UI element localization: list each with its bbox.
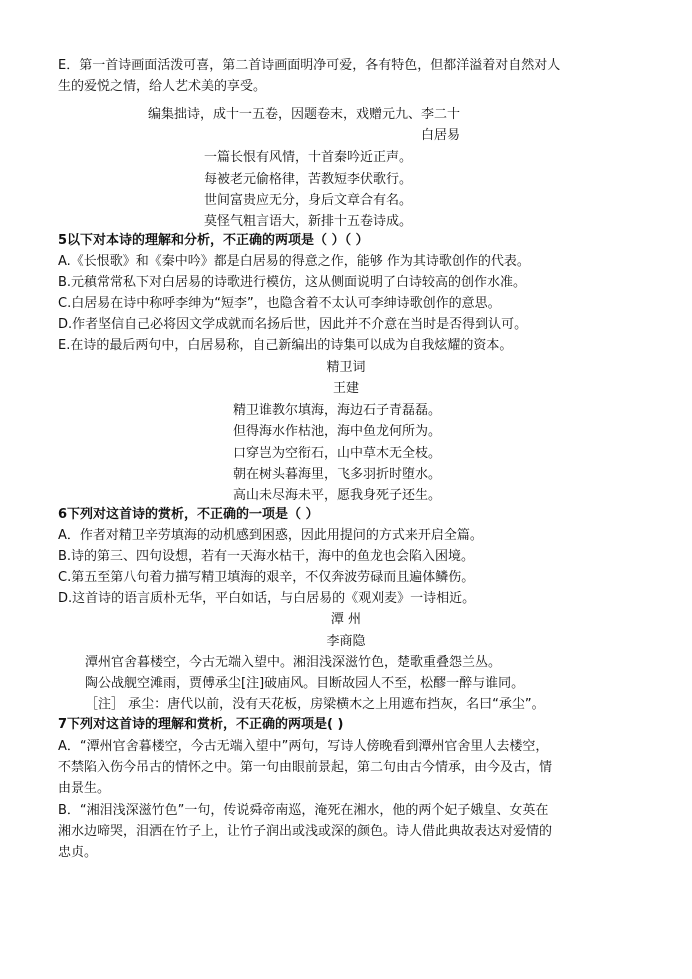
question-7-option-b-line1: B．“湘泪浅深滋竹色”一句，传说舜帝南巡，淹死在湘水，他的两个妃子娥皇、女英在: [58, 803, 549, 818]
poem3-line: 潭州官舍暮楼空，今古无端入望中。湘泪浅深滋竹色，楚歌重叠怨兰丛。: [85, 655, 502, 670]
question-5-option-b: B.元稹常常私下对白居易的诗歌进行模仿，这从侧面说明了白诗较高的创作水准。: [58, 275, 527, 290]
question-6-option-c: C.第五至第八句着力描写精卫填海的艰辛，不仅奔波劳碌而且遍体鳞伤。: [58, 570, 475, 585]
poem1-line: 每被老元偷格律，苦教短李伏歌行。: [204, 172, 413, 187]
poem2-line: 口穿岂为空衔石，山中草木无全枝。: [233, 446, 442, 461]
poem3-author: 李商隐: [326, 634, 366, 649]
question-6-option-b: B.诗的第三、四句设想，若有一天海水枯干，海中的鱼龙也会陷入困境。: [58, 549, 475, 564]
question-6-option-d: D.这首诗的语言质朴无华，平白如话，与白居易的《观刈麦》一诗相近。: [58, 591, 476, 606]
question-5-option-d: D.作者坚信自己必将因文学成就而名扬后世，因此并不介意在当时是否得到认可。: [58, 317, 528, 332]
question-5-option-e: E.在诗的最后两句中，白居易称，自己新编出的诗集可以成为自我炫耀的资本。: [58, 338, 513, 353]
poem2-title: 精卫词: [326, 360, 366, 375]
poem2-line: 精卫谁教尔填海，海边石子青磊磊。: [233, 403, 442, 418]
question-7-option-b-line3: 忠贞。: [58, 845, 98, 860]
poem1-author: 白居易: [421, 128, 461, 143]
question-6-stem: 6下列对这首诗的赏析，不正确的一项是（ ）: [58, 507, 319, 522]
q4-option-e-line2: 生的爱悦之情，给人艺术美的享受。: [58, 79, 267, 94]
poem1-line: 莫怪气粗言语大，新排十五卷诗成。: [204, 214, 413, 229]
question-7-option-b-line2: 湘水边啼哭，泪洒在竹子上，让竹子润出或浅或深的颜色。诗人借此典故表达对爱情的: [58, 824, 553, 839]
question-7-option-a-line3: 由景生。: [58, 781, 111, 796]
poem2-line: 但得海水作枯池，海中鱼龙何所为。: [233, 424, 442, 439]
poem3-title: 潭 州: [330, 612, 362, 627]
question-7-stem: 7下列对这首诗的理解和赏析，不正确的两项是( ): [58, 717, 344, 732]
question-5-option-c: C.白居易在诗中称呼李绅为“短李”，也隐含着不太认可李绅诗歌创作的意思。: [58, 296, 501, 311]
question-6-option-a: A．作者对精卫辛劳填海的动机感到困惑，因此用提问的方式来开启全篇。: [58, 528, 483, 543]
q4-option-e-line1: E．第一首诗画面活泼可喜，第二首诗画面明净可爱，各有特色，但都洋溢着对自然对人: [58, 58, 561, 73]
poem3-note: ［注］ 承尘：唐代以前，没有天花板，房梁横木之上用遮布挡灰，名曰“承尘”。: [85, 697, 545, 712]
question-7-option-a-line1: A．“潭州官舍暮楼空，今古无端入望中”两句，写诗人傍晚看到潭州官舍里人去楼空，: [58, 739, 549, 754]
question-5-option-a: A.《长恨歌》和《秦中吟》都是白居易的得意之作，能够 作为其诗歌创作的代表。: [58, 254, 530, 269]
poem1-line: 一篇长恨有风情，十首秦吟近正声。: [204, 150, 413, 165]
poem3-line: 陶公战舰空滩雨，贾傅承尘[注]破庙风。目断故园人不至，松醪一醉与谁同。: [85, 676, 525, 691]
poem1-line: 世间富贵应无分，身后文章合有名。: [204, 193, 413, 208]
question-7-option-a-line2: 不禁陷入伤今吊古的情怀之中。第一句由眼前景起，第二句由古今情承，由今及古，情: [58, 760, 553, 775]
poem2-line: 高山未尽海未平，愿我身死子还生。: [233, 488, 442, 503]
poem2-line: 朝在树头暮海里，飞多羽折时堕水。: [233, 467, 442, 482]
question-5-stem: 5以下对本诗的理解和分析，不正确的两项是（ ）（ ）: [58, 233, 369, 248]
poem1-title: 编集拙诗，成十一五卷，因题卷末，戏赠元九、李二十: [148, 107, 461, 122]
poem2-author: 王建: [332, 381, 359, 396]
